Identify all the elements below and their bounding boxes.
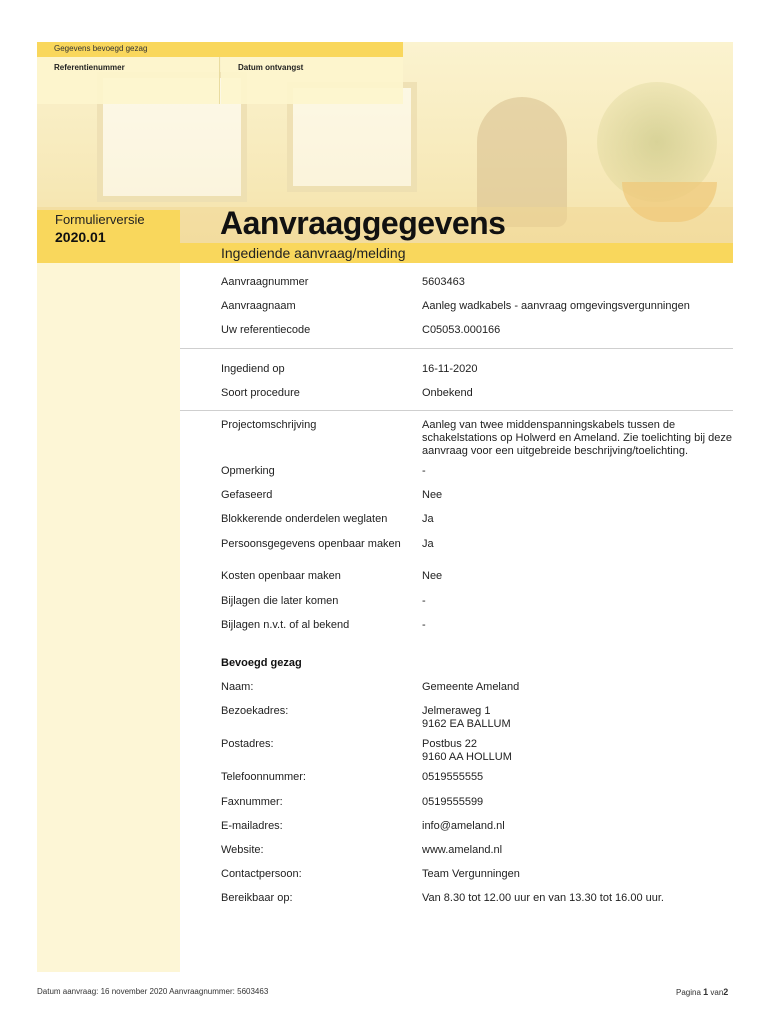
row-value: Van 8.30 tot 12.00 uur en van 13.30 tot 16.00 uur. [422,892,664,904]
row-label: Naam: [221,681,254,693]
row-value [422,738,733,764]
row-value: - [422,465,426,477]
row-value: Aanleg wadkabels - aanvraag omgevingsvergunningen [422,300,690,312]
form-version-value: 2020.01 [55,229,106,245]
row-value: - [422,619,426,631]
row-label: Projectomschrijving [221,419,317,431]
page-current: 1 [703,987,709,997]
row-label: Telefoonnummer: [221,771,306,783]
row-label: Ingediend op [221,363,285,375]
row-value: Team Vergunningen [422,868,520,880]
row-label: Opmerking [221,465,275,477]
row-value: Aanleg van twee middenspanningskabels tussen de schakelstations op Holwerd en Ameland. Zie toelichting bij deze aanvraag voor een uitgebreide beschrijving/toelichting. [422,419,733,457]
page-separator: van [708,988,724,997]
page-indicator [676,987,728,997]
reference-box [37,57,220,104]
address-line: 9160 AA HOLLUM [422,751,512,763]
row-value: Nee [422,570,443,582]
page-subtitle: Ingediende aanvraag/melding [221,245,406,261]
row-value: 0519555599 [422,796,484,808]
authority-label: Gegevens bevoegd gezag [54,44,148,53]
row-label: Persoonsgegevens openbaar maken [221,538,401,550]
row-value: C05053.000166 [422,324,501,336]
row-label: Faxnummer: [221,796,283,808]
row-label: Aanvraagnummer [221,276,309,288]
row-label: E-mailadres: [221,820,283,832]
received-box [221,57,403,104]
row-label: Kosten openbaar maken [221,570,341,582]
row-label: Postadres: [221,738,274,750]
row-value: Onbekend [422,387,473,399]
row-value: 5603463 [422,276,465,288]
authority-heading: Bevoegd gezag [221,657,302,669]
row-value: Ja [422,538,434,550]
row-label: Gefaseerd [221,489,273,501]
section-divider [180,410,733,411]
row-label: Bijlagen n.v.t. of al bekend [221,619,350,631]
row-label: Aanvraagnaam [221,300,296,312]
left-column [37,210,180,972]
authority-bar [37,42,403,57]
row-value: Ja [422,513,434,525]
row-value: 16-11-2020 [422,363,478,375]
address-line: Postbus 22 [422,738,478,750]
footer-info: Datum aanvraag: 16 november 2020 Aanvraagnummer: 5603463 [37,987,269,996]
row-value: - [422,595,426,607]
address-line: 9162 EA BALLUM [422,718,511,730]
page-prefix: Pagina [676,988,704,997]
address-line: Jelmeraweg 1 [422,705,491,717]
row-value [422,705,733,731]
row-label: Uw referentiecode [221,324,311,336]
row-value: Nee [422,489,443,501]
row-label: Website: [221,844,264,856]
section-divider [180,348,733,349]
page-title: Aanvraaggegevens [220,205,506,241]
reference-label: Referentienummer [54,63,125,72]
row-label: Contactpersoon: [221,868,302,880]
row-value: Gemeente Ameland [422,681,520,693]
row-label: Bezoekadres: [221,705,289,717]
row-label: Blokkerende onderdelen weglaten [221,513,388,525]
row-label: Soort procedure [221,387,300,399]
page-total: 2 [723,987,729,997]
received-label: Datum ontvangst [238,63,304,72]
row-value: info@ameland.nl [422,820,505,832]
row-label: Bijlagen die later komen [221,595,339,607]
row-label: Bereikbaar op: [221,892,293,904]
form-version-label: Formulierversie [55,212,145,227]
row-value: 0519555555 [422,771,484,783]
row-value: www.ameland.nl [422,844,503,856]
